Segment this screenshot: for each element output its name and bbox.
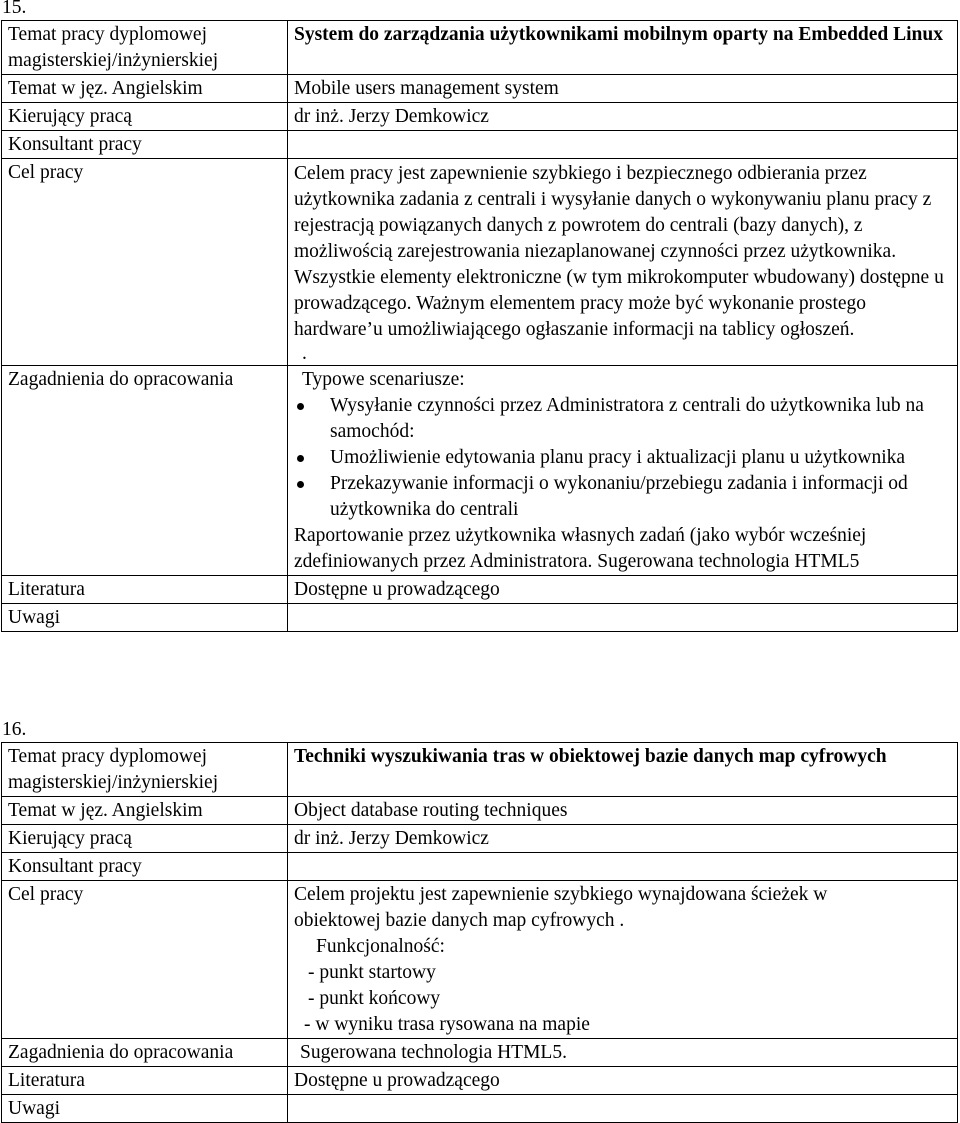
label-supervisor: Kierujący pracą [2, 825, 288, 853]
supervisor: dr inż. Jerzy Demkowicz [288, 103, 958, 131]
list-item: Wysyłanie czynności przez Administratora z centrali do użytkownika lub na samochód: [294, 393, 951, 445]
entry-number: 16. [2, 719, 27, 740]
row-supervisor [2, 825, 958, 853]
row-topic-en [2, 797, 958, 825]
literature: Dostępne u prowadzącego [288, 576, 958, 604]
supervisor: dr inż. Jerzy Demkowicz [288, 825, 958, 853]
scenario-list [294, 393, 951, 523]
label-issues: Zagadnienia do opracowania [2, 366, 288, 576]
issues-outro: Raportowanie przez użytkownika własnych zadań (jako wybór wcześniej zdefiniowanych przez Administratora. Sugerowana technologia HTML5 [294, 525, 867, 572]
label-topic-pl: Temat pracy dyplomowej magisterskiej/inżynierskiej [2, 743, 288, 797]
row-topic-pl [2, 21, 958, 75]
goal-text: Celem pracy jest zapewnienie szybkiego i bezpiecznego odbierania przez użytkownika zadania z centrali i wysyłanie danych o wykonywaniu planu pracy z rejestracją powiązanych danych z powrotem do centrali (bazy danych), z możliwością zarejestrowania niezaplanowanej czynności przez użytkownika. Wszystkie elementy elektroniczne (w tym mikrokomputer wbudowany) dostępne u prowadzącego. Ważnym elementem pracy może być wykonanie prostego hardware’u umożliwiającego ogłaszanie informacji na tablicy ogłoszeń. [294, 163, 944, 340]
label-topic-pl: Temat pracy dyplomowej magisterskiej/inżynierskiej [2, 21, 288, 75]
goal-line: Celem projektu jest zapewnienie szybkiego wynajdowana ścieżek w [294, 884, 828, 905]
label-notes: Uwagi [2, 604, 288, 632]
row-consultant [2, 131, 958, 159]
topic-en: Mobile users management system [288, 75, 958, 103]
notes [288, 1095, 958, 1123]
literature: Dostępne u prowadzącego [288, 1067, 958, 1095]
row-supervisor [2, 103, 958, 131]
goal-cell [288, 881, 958, 1039]
list-item: Przekazywanie informacji o wykonaniu/przebiegu zadania i informacji od użytkownika do centrali [294, 471, 951, 523]
row-issues [2, 366, 958, 576]
label-issues: Zagadnienia do opracowania [2, 1039, 288, 1067]
goal-line: Funkcjonalność: [316, 936, 445, 957]
row-notes [2, 604, 958, 632]
topic-pl: Techniki wyszukiwania tras w obiektowej bazie danych map cyfrowych [288, 743, 958, 797]
label-consultant: Konsultant pracy [2, 853, 288, 881]
row-topic-pl [2, 743, 958, 797]
row-literature [2, 576, 958, 604]
row-goal [2, 159, 958, 366]
issues: Sugerowana technologia HTML5. [288, 1039, 958, 1067]
label-topic-en: Temat w jęz. Angielskim [2, 75, 288, 103]
row-literature [2, 1067, 958, 1095]
label-notes: Uwagi [2, 1095, 288, 1123]
row-consultant [2, 853, 958, 881]
goal-line: - w wyniku trasa rysowana na mapie [304, 1014, 590, 1035]
goal-line: - punkt startowy [308, 962, 436, 983]
consultant [288, 131, 958, 159]
thesis-card-15 [1, 20, 958, 632]
label-literature: Literatura [2, 576, 288, 604]
label-literature: Literatura [2, 1067, 288, 1095]
notes [288, 604, 958, 632]
label-goal: Cel pracy [2, 159, 288, 366]
row-topic-en [2, 75, 958, 103]
row-notes [2, 1095, 958, 1123]
label-consultant: Konsultant pracy [2, 131, 288, 159]
label-topic-en: Temat w jęz. Angielskim [2, 797, 288, 825]
topic-en: Object database routing techniques [288, 797, 958, 825]
goal-line: obiektowej bazie danych map cyfrowych . [294, 910, 625, 931]
issues-intro: Typowe scenariusze: [302, 369, 465, 390]
entry-number: 15. [2, 0, 27, 18]
goal-trailing-dot: . [302, 343, 307, 364]
goal-line: - punkt końcowy [308, 988, 441, 1009]
issues-cell [288, 366, 958, 576]
row-issues [2, 1039, 958, 1067]
label-goal: Cel pracy [2, 881, 288, 1039]
topic-pl: System do zarządzania użytkownikami mobilnym oparty na Embedded Linux [288, 21, 958, 75]
consultant [288, 853, 958, 881]
goal-cell [288, 159, 958, 366]
label-supervisor: Kierujący pracą [2, 103, 288, 131]
thesis-card-16 [1, 742, 958, 1123]
list-item: Umożliwienie edytowania planu pracy i aktualizacji planu u użytkownika [294, 445, 951, 471]
row-goal [2, 881, 958, 1039]
